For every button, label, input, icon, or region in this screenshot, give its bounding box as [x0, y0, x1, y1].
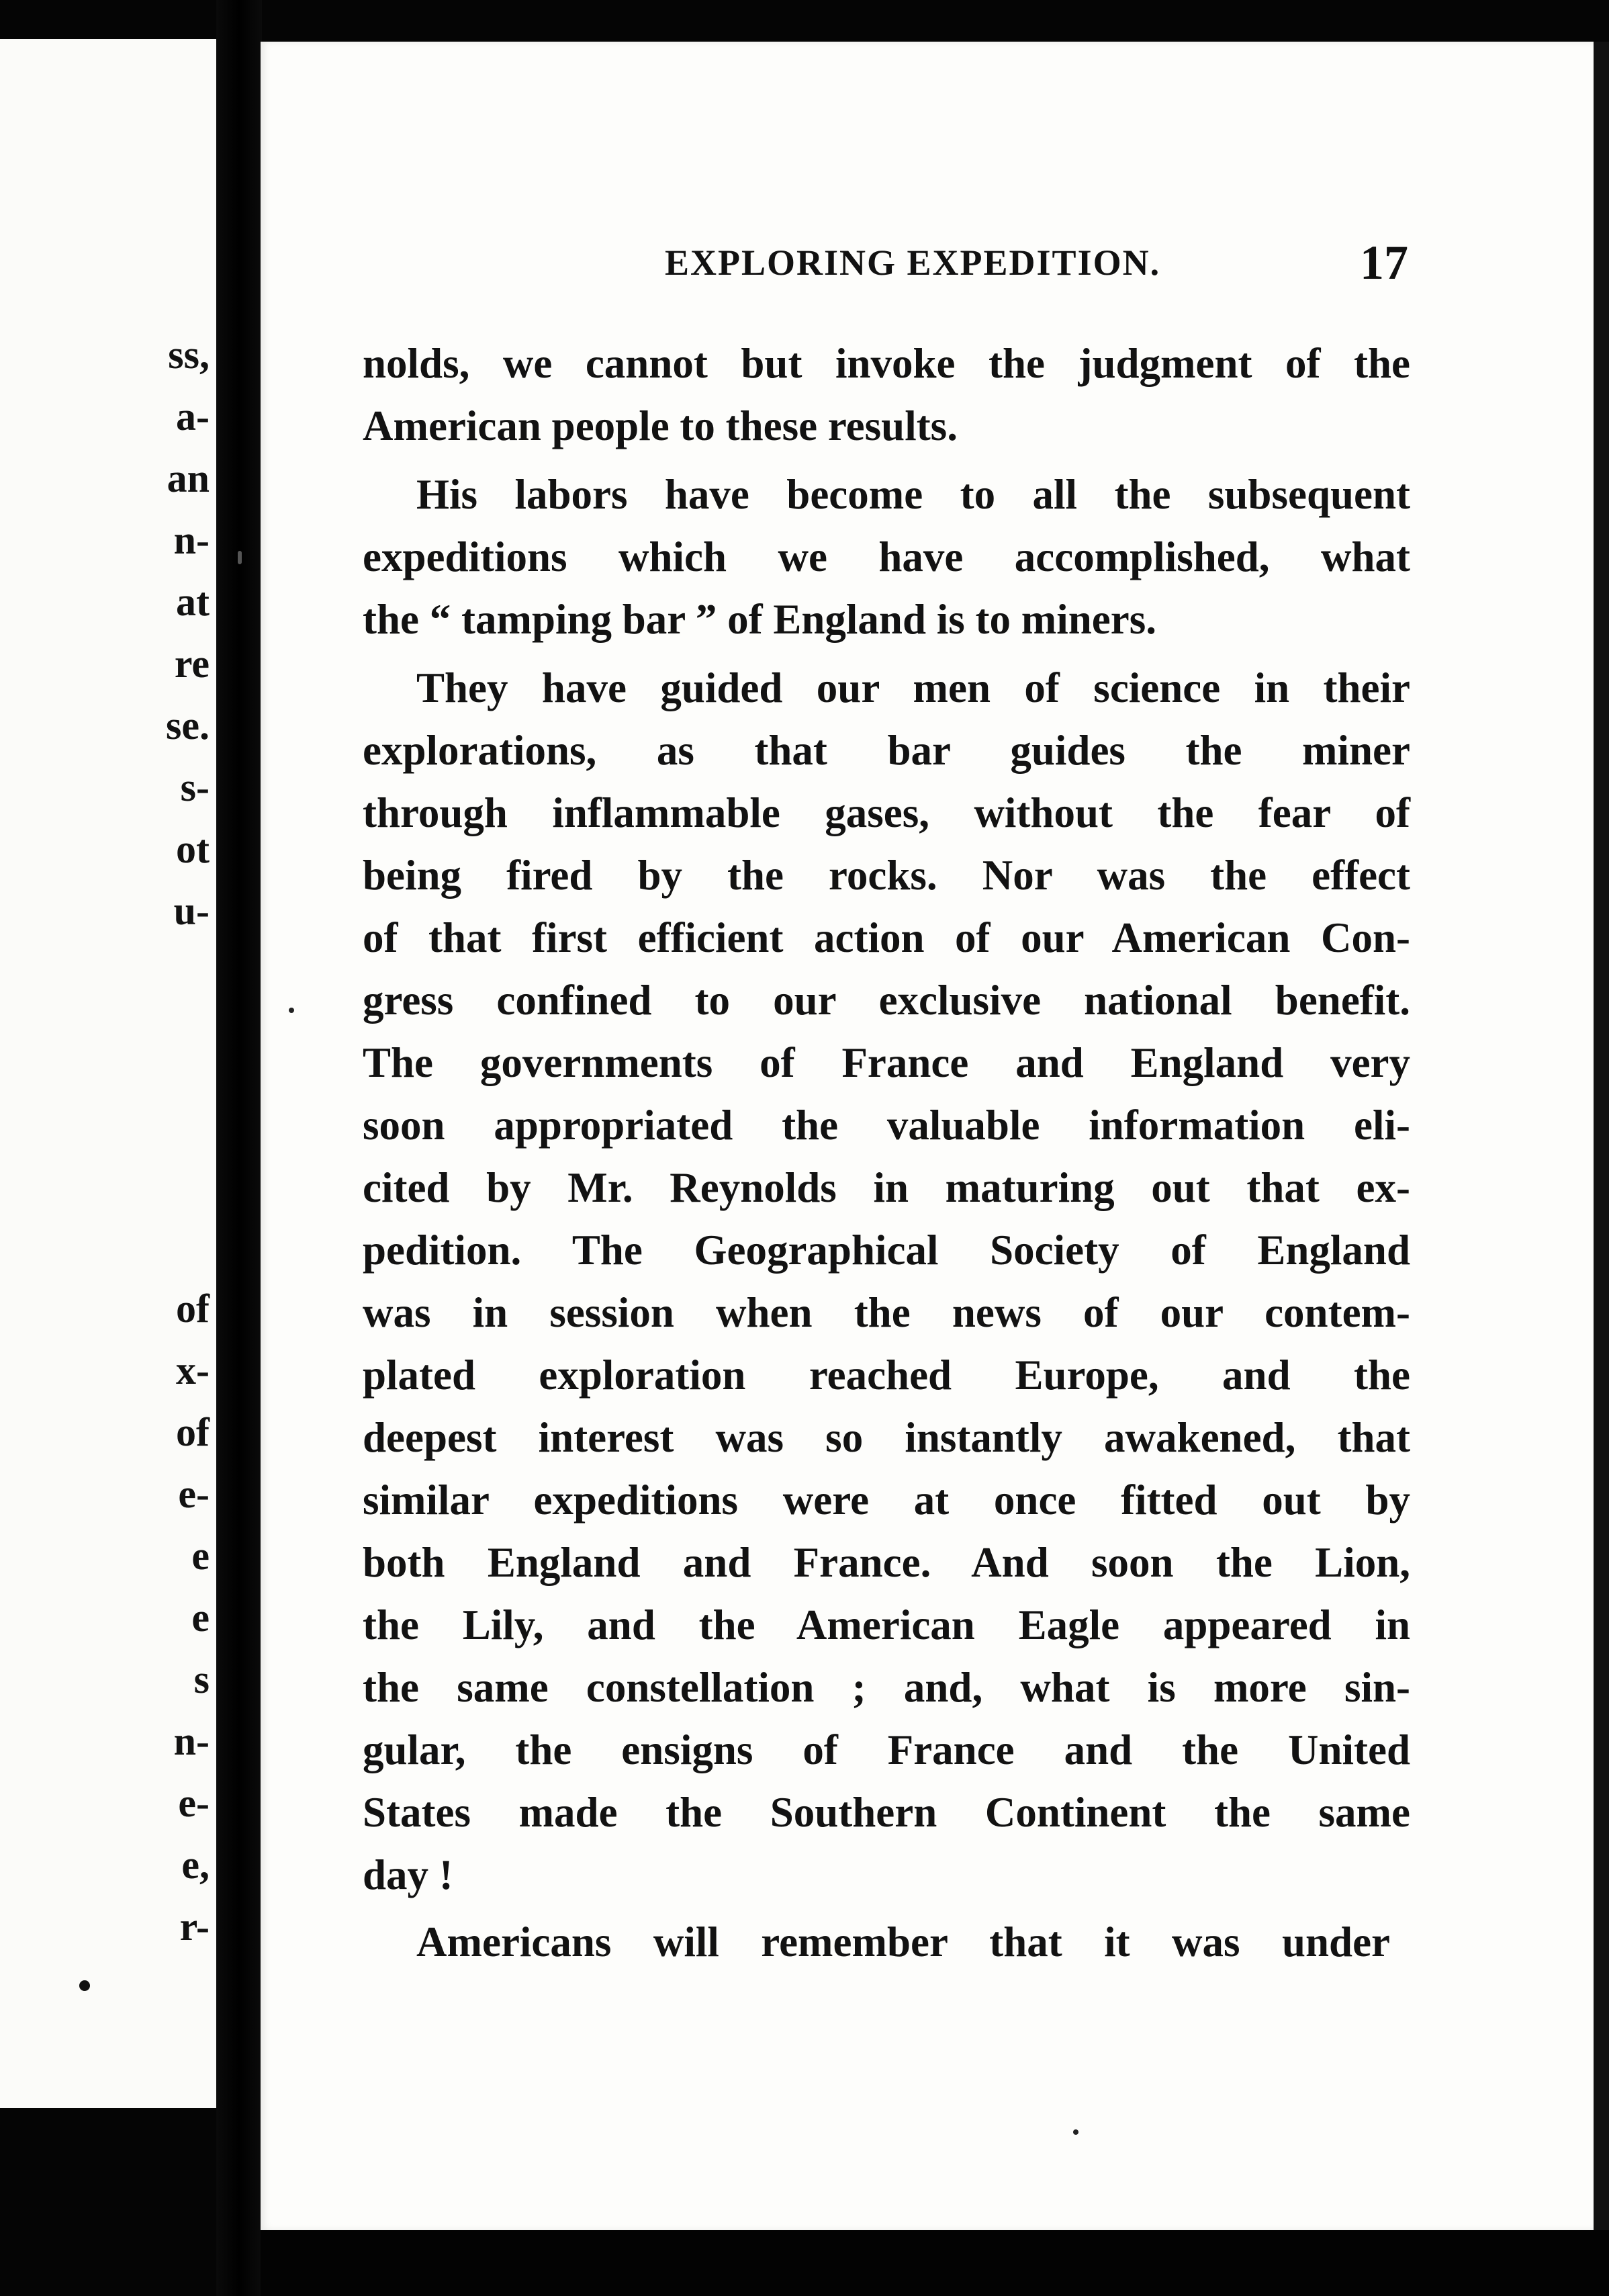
text-line: plated exploration reached Europe, and the — [363, 1352, 1410, 1399]
left-fragment: n- — [173, 1719, 210, 1763]
left-fragment: at — [176, 580, 210, 624]
ink-speck — [1073, 2129, 1078, 2135]
ink-speck — [289, 1008, 294, 1013]
text-line: being fired by the rocks. Nor was the effect — [363, 852, 1410, 899]
text-line: expeditions which we have accomplished, what — [363, 533, 1410, 580]
left-fragment: an — [167, 456, 210, 500]
left-fragment: re — [174, 642, 210, 686]
left-fragment: e, — [181, 1843, 210, 1887]
text-line: both England and France. And soon the Lion, — [363, 1539, 1410, 1586]
left-fragment: ot — [176, 827, 210, 871]
text-line: States made the Southern Continent the same — [363, 1789, 1410, 1836]
text-line: soon appropriated the valuable information eli- — [363, 1102, 1410, 1149]
book-gutter — [216, 0, 262, 2296]
scan-border — [261, 2230, 1609, 2296]
left-fragment: r- — [179, 1904, 210, 1949]
left-fragment: e- — [178, 1781, 210, 1825]
text-line: of that first efficient action of our American Con- — [363, 914, 1410, 961]
page-edge-shadow — [1594, 42, 1609, 2230]
page-number: 17 — [1360, 236, 1408, 290]
text-line: was in session when the news of our contem- — [363, 1289, 1410, 1336]
text-line: the “ tamping bar ” of England is to miners. — [363, 596, 1156, 643]
text-line: American people to these results. — [363, 402, 958, 449]
left-fragment: of — [176, 1410, 210, 1454]
left-fragment: e — [191, 1595, 210, 1640]
text-line: explorations, as that bar guides the miner — [363, 727, 1410, 774]
left-fragment: se. — [166, 703, 210, 748]
text-line: They have guided our men of science in their — [416, 664, 1410, 711]
text-line: the Lily, and the American Eagle appeared in — [363, 1601, 1410, 1648]
text-line: gular, the ensigns of France and the United — [363, 1726, 1410, 1773]
text-line: day ! — [363, 1851, 453, 1898]
left-fragment: n- — [173, 518, 210, 562]
left-fragment: u- — [173, 889, 210, 933]
text-line: Americans will remember that it was under — [416, 1918, 1390, 1966]
left-facing-page — [0, 39, 216, 2108]
text-line: deepest interest was so instantly awakened, that — [363, 1414, 1410, 1461]
ink-speck — [238, 551, 242, 564]
text-line: The governments of France and England very — [363, 1039, 1410, 1086]
left-fragment: s- — [180, 765, 210, 809]
left-fragment: x- — [176, 1348, 210, 1393]
left-fragment: ss, — [168, 333, 210, 377]
ink-dot — [79, 1980, 90, 1991]
text-line: the same constellation ; and, what is more sin- — [363, 1664, 1410, 1711]
left-fragment: e — [191, 1534, 210, 1578]
text-line: gress confined to our exclusive national benefit. — [363, 977, 1410, 1024]
text-line: pedition. The Geographical Society of England — [363, 1227, 1410, 1274]
left-fragment: of — [176, 1286, 210, 1331]
left-fragment: e- — [178, 1472, 210, 1516]
text-line: cited by Mr. Reynolds in maturing out that ex- — [363, 1164, 1410, 1211]
text-line: His labors have become to all the subsequent — [416, 471, 1410, 518]
text-line: nolds, we cannot but invoke the judgment of the — [363, 340, 1410, 387]
text-line: similar expeditions were at once fitted out by — [363, 1476, 1410, 1524]
left-fragment: a- — [176, 394, 210, 439]
left-fragment: s — [193, 1657, 210, 1702]
running-head: EXPLORING EXPEDITION. — [665, 242, 1161, 283]
text-line: through inflammable gases, without the fear of — [363, 789, 1410, 836]
